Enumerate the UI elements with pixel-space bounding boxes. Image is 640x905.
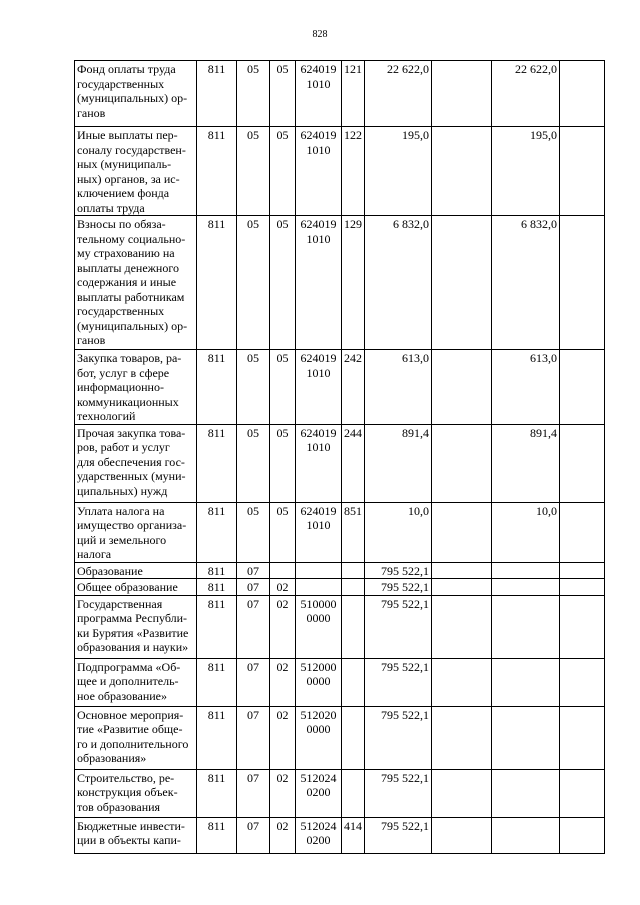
cell-name [75, 658, 197, 706]
cell-name-line: му страхованию на [77, 246, 175, 260]
cell-name-line: образования» [77, 751, 147, 765]
cell-name-line: (муниципальных) ор- [77, 91, 188, 105]
page-number: 828 [312, 29, 328, 40]
cell-sum-2 [432, 595, 492, 658]
cell-sum-4 [560, 562, 605, 579]
cell-sum-4 [560, 216, 605, 350]
cell-csr [296, 658, 342, 706]
cell-csr-line: 1010 [306, 142, 331, 157]
cell-name-line: Образование [77, 563, 143, 578]
cell-csr-line: 0000 [306, 611, 331, 625]
cell-vr: 121 [342, 61, 365, 127]
cell-vr [342, 579, 365, 596]
cell-pr: 05 [270, 502, 296, 562]
cell-csr-line: 512024 [300, 770, 337, 785]
cell-csr-line: 624019 [300, 425, 337, 440]
cell-rz: 05 [237, 350, 270, 425]
cell-pr: 02 [270, 706, 296, 769]
cell-ved: 811 [197, 127, 237, 216]
cell-rz: 07 [237, 595, 270, 658]
cell-vr: 851 [342, 502, 365, 562]
cell-sum-3: 891,4 [492, 424, 560, 502]
cell-name-line: Иные выплаты пер- [77, 128, 178, 142]
table-row [75, 706, 605, 769]
cell-ved: 811 [197, 61, 237, 127]
cell-sum-2 [432, 658, 492, 706]
cell-sum-4 [560, 706, 605, 769]
cell-csr-line: 624019 [300, 351, 337, 365]
cell-name-line: программа Республи- [77, 611, 188, 625]
cell-csr [296, 502, 342, 562]
cell-csr [296, 562, 342, 579]
cell-sum-1: 10,0 [365, 502, 432, 562]
cell-name-line: ключением фонда [77, 186, 170, 200]
cell-pr: 05 [270, 424, 296, 502]
cell-name-line: ных) органов, за ис- [77, 171, 180, 186]
cell-name-line: Взносы по обяза- [77, 217, 166, 231]
cell-rz: 07 [237, 706, 270, 769]
cell-sum-3: 613,0 [492, 350, 560, 425]
cell-sum-2 [432, 579, 492, 596]
cell-sum-4 [560, 502, 605, 562]
table-row [75, 61, 605, 127]
cell-rz: 07 [237, 769, 270, 817]
cell-name-line: государственных [77, 304, 165, 318]
cell-vr [342, 595, 365, 658]
cell-csr-line: 510000 [300, 596, 337, 611]
cell-name [75, 817, 197, 853]
cell-name-line: Общее образование [77, 580, 178, 594]
cell-name-line: Фонд оплаты труда [77, 62, 176, 76]
cell-ved: 811 [197, 216, 237, 350]
cell-ved: 811 [197, 769, 237, 817]
cell-rz: 07 [237, 658, 270, 706]
cell-ved: 811 [197, 817, 237, 853]
cell-sum-4 [560, 127, 605, 216]
cell-name-line: Государственная [77, 596, 163, 611]
cell-name-line: бот, услуг в сфере [77, 365, 170, 380]
cell-csr [296, 706, 342, 769]
cell-name-line: для обеспечения гос- [77, 454, 185, 469]
cell-csr-line: 624019 [300, 503, 337, 518]
cell-sum-4 [560, 350, 605, 425]
cell-csr-line: 624019 [300, 217, 337, 231]
cell-sum-3 [492, 769, 560, 817]
cell-csr-line: 1010 [306, 231, 331, 246]
cell-vr: 129 [342, 216, 365, 350]
cell-sum-1: 795 522,1 [365, 595, 432, 658]
cell-name [75, 127, 197, 216]
cell-vr [342, 562, 365, 579]
cell-name-line: Закупка товаров, ра- [77, 351, 182, 365]
cell-pr: 02 [270, 817, 296, 853]
cell-csr [296, 350, 342, 425]
cell-name-line: ций и земельного [77, 532, 167, 547]
cell-name [75, 579, 197, 596]
cell-sum-1: 22 622,0 [365, 61, 432, 127]
cell-name-line: Прочая закупка това- [77, 425, 186, 440]
cell-name-line: (муниципальных) ор- [77, 318, 188, 333]
cell-pr: 02 [270, 769, 296, 817]
cell-name-line: выплаты денежного [77, 260, 179, 275]
budget-table [74, 60, 605, 854]
cell-sum-3: 195,0 [492, 127, 560, 216]
cell-rz: 05 [237, 424, 270, 502]
cell-name-line: тельному социально- [77, 231, 186, 246]
cell-sum-4 [560, 817, 605, 853]
cell-name-line: выплаты работникам [77, 289, 185, 304]
cell-ved: 811 [197, 595, 237, 658]
cell-rz: 05 [237, 61, 270, 127]
table-row [75, 127, 605, 216]
cell-name-line: конструкция объек- [77, 785, 178, 799]
cell-ved: 811 [197, 658, 237, 706]
cell-pr: 05 [270, 127, 296, 216]
cell-name-line: тов образования [77, 799, 161, 814]
table-row [75, 424, 605, 502]
cell-name-line: ципальных) нужд [77, 483, 168, 498]
cell-name-line: технологий [77, 409, 136, 423]
cell-pr: 02 [270, 579, 296, 596]
cell-name-line: коммуникационных [77, 394, 179, 409]
cell-sum-1: 195,0 [365, 127, 432, 216]
cell-name [75, 562, 197, 579]
cell-sum-3: 10,0 [492, 502, 560, 562]
cell-pr: 05 [270, 61, 296, 127]
cell-name [75, 61, 197, 127]
cell-sum-1: 613,0 [365, 350, 432, 425]
cell-sum-2 [432, 61, 492, 127]
cell-csr-line: 624019 [300, 62, 337, 76]
cell-vr: 122 [342, 127, 365, 216]
cell-pr: 02 [270, 595, 296, 658]
cell-name-line: Строительство, ре- [77, 770, 175, 785]
cell-name-line: ное образование» [77, 688, 167, 703]
cell-sum-1: 891,4 [365, 424, 432, 502]
cell-csr-line: 624019 [300, 128, 337, 142]
cell-rz: 07 [237, 579, 270, 596]
cell-csr-line: 1010 [306, 518, 331, 532]
table-row [75, 595, 605, 658]
cell-sum-4 [560, 595, 605, 658]
cell-csr [296, 769, 342, 817]
table-row [75, 562, 605, 579]
cell-name-line: ции в объекты капи- [77, 833, 181, 847]
cell-csr-line: 0000 [306, 722, 331, 736]
cell-sum-4 [560, 61, 605, 127]
cell-sum-1: 6 832,0 [365, 216, 432, 350]
cell-name [75, 424, 197, 502]
cell-rz: 05 [237, 127, 270, 216]
cell-name [75, 595, 197, 658]
cell-vr [342, 706, 365, 769]
table-row [75, 817, 605, 853]
cell-sum-4 [560, 769, 605, 817]
cell-sum-2 [432, 127, 492, 216]
cell-csr-line: 0200 [306, 833, 331, 847]
cell-sum-1: 795 522,1 [365, 579, 432, 596]
cell-rz: 05 [237, 502, 270, 562]
cell-name [75, 769, 197, 817]
cell-sum-3 [492, 595, 560, 658]
cell-vr: 244 [342, 424, 365, 502]
cell-name-line: налога [77, 547, 112, 561]
cell-name-line: Основное мероприя- [77, 707, 184, 722]
table-row [75, 769, 605, 817]
cell-csr [296, 61, 342, 127]
table-row [75, 579, 605, 596]
cell-csr [296, 216, 342, 350]
cell-sum-3 [492, 579, 560, 596]
cell-csr-line: 512024 [300, 818, 337, 833]
cell-rz: 05 [237, 216, 270, 350]
cell-name-line: информационно- [77, 380, 164, 394]
cell-csr [296, 579, 342, 596]
cell-name-line: государственных [77, 76, 165, 91]
cell-name-line: оплаты труда [77, 200, 145, 215]
cell-ved: 811 [197, 706, 237, 769]
cell-sum-3 [492, 562, 560, 579]
cell-rz: 07 [237, 817, 270, 853]
cell-pr: 05 [270, 216, 296, 350]
cell-name-line: ров, работ и услуг [77, 440, 170, 454]
cell-name [75, 502, 197, 562]
cell-sum-3 [492, 817, 560, 853]
cell-rz: 07 [237, 562, 270, 579]
cell-name-line: ганов [77, 105, 106, 120]
cell-name-line: содержания и иные [77, 275, 177, 289]
cell-sum-1: 795 522,1 [365, 658, 432, 706]
cell-csr [296, 817, 342, 853]
cell-csr-line: 0000 [306, 674, 331, 688]
cell-pr: 05 [270, 350, 296, 425]
cell-pr: 02 [270, 658, 296, 706]
cell-name-line: Уплата налога на [77, 503, 165, 518]
cell-ved: 811 [197, 562, 237, 579]
table-row [75, 502, 605, 562]
cell-name-line: тие «Развитие обще- [77, 722, 183, 736]
cell-csr-line: 1010 [306, 365, 331, 380]
cell-sum-2 [432, 817, 492, 853]
cell-csr-line: 1010 [306, 440, 331, 454]
cell-sum-2 [432, 562, 492, 579]
cell-sum-3 [492, 658, 560, 706]
cell-name-line: образования и науки» [77, 640, 189, 654]
cell-ved: 811 [197, 424, 237, 502]
cell-sum-1: 795 522,1 [365, 769, 432, 817]
cell-name-line: соналу государствен- [77, 142, 186, 157]
cell-name-line: ударственных (муни- [77, 469, 186, 483]
cell-vr: 414 [342, 817, 365, 853]
cell-name-line: ганов [77, 333, 106, 347]
cell-ved: 811 [197, 502, 237, 562]
table-row [75, 658, 605, 706]
cell-csr [296, 424, 342, 502]
cell-csr-line: 0200 [306, 785, 331, 799]
cell-sum-2 [432, 424, 492, 502]
cell-sum-1: 795 522,1 [365, 562, 432, 579]
cell-csr-line: 512000 [300, 659, 337, 674]
cell-sum-2 [432, 216, 492, 350]
cell-csr-line: 1010 [306, 76, 331, 91]
cell-vr: 242 [342, 350, 365, 425]
cell-sum-2 [432, 706, 492, 769]
cell-name-line: имущество организа- [77, 518, 187, 532]
cell-sum-3: 6 832,0 [492, 216, 560, 350]
cell-name [75, 216, 197, 350]
cell-sum-4 [560, 424, 605, 502]
cell-name-line: Бюджетные инвести- [77, 818, 185, 833]
cell-vr [342, 658, 365, 706]
cell-name-line: ных (муниципаль- [77, 157, 172, 171]
cell-csr-line: 512020 [300, 707, 337, 722]
cell-csr [296, 595, 342, 658]
cell-sum-3: 22 622,0 [492, 61, 560, 127]
cell-sum-4 [560, 658, 605, 706]
cell-sum-1: 795 522,1 [365, 706, 432, 769]
cell-name [75, 706, 197, 769]
cell-sum-2 [432, 350, 492, 425]
cell-pr [270, 562, 296, 579]
cell-ved: 811 [197, 350, 237, 425]
cell-ved: 811 [197, 579, 237, 596]
cell-sum-3 [492, 706, 560, 769]
cell-vr [342, 769, 365, 817]
table-row [75, 216, 605, 350]
cell-name-line: щее и дополнитель- [77, 674, 179, 688]
cell-sum-2 [432, 502, 492, 562]
cell-csr [296, 127, 342, 216]
cell-name-line: го и дополнительного [77, 736, 189, 751]
cell-name-line: ки Бурятия «Развитие [77, 625, 189, 640]
cell-sum-2 [432, 769, 492, 817]
cell-sum-1: 795 522,1 [365, 817, 432, 853]
cell-sum-4 [560, 579, 605, 596]
table-row [75, 350, 605, 425]
cell-name [75, 350, 197, 425]
cell-name-line: Подпрограмма «Об- [77, 659, 181, 674]
